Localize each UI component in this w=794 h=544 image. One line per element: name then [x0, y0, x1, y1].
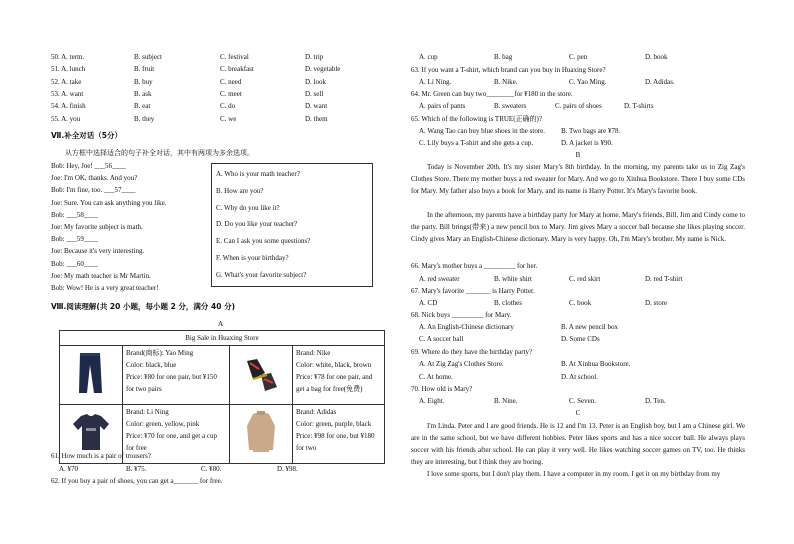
- tshirt-icon: [63, 406, 119, 458]
- answer-option: B. clothes: [494, 299, 522, 307]
- answer-option: C. book: [569, 299, 592, 307]
- answer-option: B. Nike.: [494, 78, 518, 86]
- question-number: 55. A. you: [51, 114, 81, 123]
- passage-b-paragraph: In the afternoon, my parents have a birthday party for Mary at home. Mary's friends, Bill, Jim and Cindy come to the party. Bill brings(带来) a new pencil box to Mary. Jim gives Mary a soccer ball because she likes playing soccer. Cindy gives Mary an English-Chinese dictionary. Mary is very happy. Oh, I'm Mary's brother. My name is Nick.: [411, 211, 745, 243]
- dialogue-option: D. Do you like your teacher?: [216, 220, 298, 229]
- answer-option: C. we: [220, 114, 237, 123]
- answer-option: B. sweaters: [494, 102, 527, 110]
- answer-option: D. A jacket is ¥90.: [561, 139, 613, 147]
- dialogue-line: Bob: ___59____: [51, 235, 98, 244]
- answer-option: D. store: [645, 299, 668, 307]
- answer-option: C. Yao Ming.: [569, 78, 607, 86]
- trousers-icon: [63, 347, 119, 399]
- dialogue-line: Bob: ___60____: [51, 259, 98, 268]
- shoes-icon: [233, 347, 289, 399]
- item-color: Color: green, purple, black: [296, 420, 372, 428]
- answer-option: B. ask: [134, 89, 152, 98]
- question: 68. Nick buys _________ for Mary.: [411, 311, 512, 319]
- passage-c-label: C: [575, 409, 581, 417]
- answer-option: B. fruit: [134, 65, 155, 74]
- passage-c-paragraph: I'm Linda. Peter and I are good friends. He is 12 and I'm 13. Peter is an English boy, but I am a Chinese girl. We are in the same school, but we have different hobbies. Peter likes sports and has a nice soccer ball. He always plays soccer with his friends after school. He can play it very well. He likes watching soccer games on TV, too. He thinks they are interesting, but I think they are boring.: [411, 422, 745, 466]
- answer-option: C. pairs of shoes: [555, 102, 602, 110]
- question-number: 52. A. take: [51, 77, 82, 86]
- answer-option: C. Seven.: [569, 397, 597, 405]
- question: 64. Mr. Green can buy two________for ¥180 in the store.: [411, 90, 573, 98]
- dialogue-option: E. Can I ask you some questions?: [216, 237, 311, 246]
- question: 70. How old is Mary?: [411, 385, 473, 393]
- item-color: Color: black, blue: [126, 361, 177, 369]
- item-price: Price: ¥70 for one, and get a cup for free: [126, 432, 217, 452]
- item-price: Price: ¥80 for one pair, but ¥150 for two pairs: [126, 373, 217, 393]
- dialogue-option: C. Why do you like it?: [216, 203, 280, 212]
- answer-option: B. white shirt: [494, 275, 532, 283]
- answer-option: D. want: [305, 102, 328, 111]
- item-image-cell: [60, 346, 123, 405]
- answer-option: B. At Xinhua Bookstore.: [561, 360, 631, 368]
- answer-option: C. breakfast: [220, 65, 254, 74]
- answer-option: D. T-shirts: [624, 102, 654, 110]
- answer-option: B. buy: [134, 77, 153, 86]
- dialogue-line: Joe: I'm OK, thanks. And you?: [51, 174, 138, 183]
- answer-option: D. book: [645, 53, 668, 61]
- item-image-cell: [230, 346, 293, 405]
- sale-table: [59, 330, 385, 464]
- answer-option: A. CD: [419, 299, 438, 307]
- answer-option: B. bag: [494, 53, 513, 61]
- question-number: 50. A. term.: [51, 53, 85, 61]
- item-color: Color: green, yellow, pink: [126, 420, 200, 428]
- item-color: Color: white, black, brown: [296, 361, 372, 369]
- answer-option: D. Ten.: [645, 397, 666, 405]
- item-info: [293, 405, 385, 464]
- answer-option: C. A soccer ball: [419, 335, 464, 343]
- answer-option: B. they: [134, 114, 155, 123]
- answer-option: C. festival: [220, 53, 249, 61]
- answer-option: C. pen: [569, 53, 588, 61]
- item-price: Price: ¥78 for one pair, and get a bag for free(免费): [296, 373, 373, 393]
- question-number: 54. A. finish: [51, 102, 86, 111]
- question-number: 51. A. lunch: [51, 65, 86, 74]
- answer-option: D. trip: [305, 53, 324, 61]
- answer-option: B. Nine.: [494, 397, 518, 405]
- question-62: 62. If you buy a pair of shoes, you can get a_______ for free.: [51, 477, 223, 485]
- answer-option: C. Lily buys a T-shirt and she gets a cup.: [419, 139, 534, 147]
- item-image-cell: [230, 405, 293, 464]
- item-info: [123, 346, 230, 405]
- answer-option: D. look: [305, 77, 326, 86]
- item-info: [293, 346, 385, 405]
- dialogue-line: Joe: My math teacher is Mr Martin.: [51, 271, 151, 280]
- dialogue-line: Bob: Hey, Joe! ___56____: [51, 162, 126, 170]
- table-caption: Big Sale in Huaxing Store: [60, 331, 385, 346]
- question: 67. Mary's favorite _______ is Harry Potter.: [411, 287, 535, 295]
- sweater-icon: [233, 406, 289, 458]
- section-8-title: Ⅷ.阅读理解(共 20 小题，每小题 2 分，满分 40 分): [51, 302, 236, 311]
- passage-b-paragraph: Today is November 20th. It's my sister Mary's 8th birthday. In the morning, my parents take us to Zig Zag's Clothes Store. There my mother buys a red sweater for Mary. And we go to Xinhua Bookstore. There I buy some CDs for Mary. My father also buys a book for Mary, and its name is Harry Potter. It's Mary's favorite book.: [411, 163, 745, 195]
- item-brand: Brand(商标): Yao Ming: [126, 349, 194, 357]
- answer-option: D. Some CDs: [561, 335, 600, 343]
- dialogue-line: Bob: Wow! He is a very great teacher!: [51, 284, 159, 292]
- dialogue-line: Bob: ___58____: [51, 210, 98, 219]
- answer-option: B. ¥75.: [126, 465, 147, 473]
- answer-option: A. An English-Chinese dictionary: [419, 323, 514, 331]
- answer-option: C. At home.: [419, 373, 453, 381]
- passage-b-label: B: [575, 151, 581, 159]
- answer-option: D. Adidas.: [645, 78, 675, 86]
- passage-c-paragraph: I love some sports, but I don't play them. I have a computer in my room. I get it on my birthday from my: [427, 470, 721, 478]
- answer-option: A. pairs of pants: [419, 102, 466, 110]
- answer-option: A. ¥70: [59, 465, 79, 473]
- answer-option: A. cup: [419, 53, 438, 61]
- answer-option: B. A new pencil box: [561, 323, 618, 331]
- item-brand: Brand: Adidas: [296, 408, 337, 416]
- question: 69. Where do they have the birthday party?: [411, 348, 533, 356]
- options-box: [211, 163, 373, 287]
- dialogue-option: F. When is your birthday?: [216, 254, 289, 262]
- answer-option: D. ¥98.: [277, 465, 298, 473]
- answer-option: C. need: [220, 77, 242, 86]
- answer-option: D. At school.: [561, 373, 598, 381]
- dialogue-line: Bob: I'm fine, too. ___57____: [51, 186, 136, 195]
- section-7-instruction: 从方框中选择适合的句子补全对话，其中有两项为多余选项。: [65, 149, 254, 157]
- dialogue-option: B. How are you?: [216, 186, 264, 195]
- answer-option: A. Li Ning.: [419, 78, 452, 86]
- answer-option: C. meet: [220, 89, 242, 98]
- item-brand: Brand: Li Ning: [126, 408, 169, 416]
- dialogue-line: Joe: Because it's very interesting.: [51, 247, 145, 256]
- answer-option: A. Wang Tao can buy blue shoes in the store.: [419, 127, 546, 135]
- question-number: 53. A. want: [51, 89, 84, 98]
- dialogue-line: Joe: My favorite subject is math.: [51, 223, 143, 231]
- answer-option: D. red T-shirt: [645, 275, 683, 283]
- answer-option: A. red sweater: [419, 275, 460, 283]
- dialogue-option: G. What's your favorite subject?: [216, 270, 307, 279]
- question: 65. Which of the following is TRUE(正确的)?: [411, 115, 542, 123]
- dialogue-option: A. Who is your math teacher?: [216, 170, 300, 178]
- answer-option: D. them: [305, 114, 328, 123]
- answer-option: A. Eight.: [419, 397, 445, 405]
- answer-option: D. vegetable: [305, 65, 341, 74]
- answer-option: C. do: [220, 102, 236, 111]
- answer-option: D. sell: [305, 89, 324, 98]
- dialogue-line: Joe: Sure. You can ask anything you like.: [51, 198, 167, 207]
- answer-option: B. subject: [134, 53, 162, 61]
- answer-option: C. red skirt: [569, 275, 601, 283]
- answer-option: B. Two bags are ¥78.: [561, 127, 621, 135]
- section-7-title: Ⅶ.补全对话（5分）: [51, 131, 122, 140]
- question-61: 61. How much is a pair of trousers?: [51, 452, 151, 460]
- item-price: Price: ¥98 for one, but ¥180 for two: [296, 432, 375, 452]
- answer-option: A. At Zig Zag's Clothes Store.: [419, 360, 504, 368]
- question: 63. If you want a T-shirt, which brand can you buy in Huaxing Store?: [411, 66, 606, 74]
- passage-a-label: A: [218, 320, 224, 328]
- answer-option: B. eat: [134, 102, 151, 111]
- item-brand: Brand: Nike: [296, 349, 331, 357]
- answer-option: C. ¥80.: [201, 465, 222, 473]
- question: 66. Mary's mother buys a _________ for her.: [411, 262, 538, 270]
